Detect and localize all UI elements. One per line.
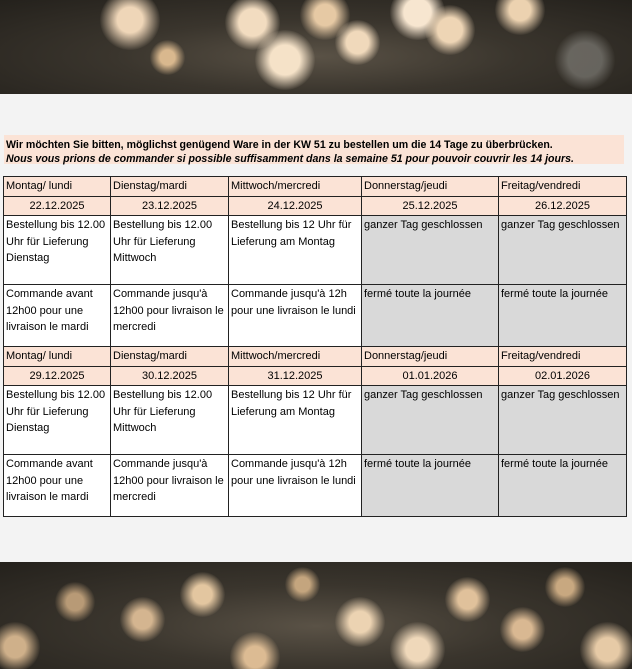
date-cell: 29.12.2025 [4, 366, 111, 386]
notice-german: Wir möchten Sie bitten, möglichst genügend Ware in der KW 51 zu bestellen um die 14 Tage zu überbrücken. [6, 139, 553, 151]
week2-french-row [4, 455, 627, 517]
french-note-cell: Commande jusqu'à 12h pour une livraison le lundi [229, 455, 362, 517]
week2-date-row [4, 366, 627, 386]
closed-cell: ganzer Tag geschlossen [362, 216, 499, 285]
date-cell: 30.12.2025 [111, 366, 229, 386]
french-note-cell: Commande jusqu'à 12h00 pour livraison le mercredi [111, 455, 229, 517]
french-note-cell: Commande jusqu'à 12h pour une livraison le lundi [229, 285, 362, 347]
german-note-cell: Bestellung bis 12 Uhr für Lieferung am Montag [229, 386, 362, 455]
date-cell: 25.12.2025 [362, 196, 499, 216]
week1-french-row [4, 285, 627, 347]
date-cell: 23.12.2025 [111, 196, 229, 216]
day-cell: Montag/ lundi [4, 347, 111, 367]
date-cell: 02.01.2026 [499, 366, 627, 386]
day-cell: Donnerstag/jeudi [362, 347, 499, 367]
closed-cell: fermé toute la journée [362, 285, 499, 347]
day-cell: Dienstag/mardi [111, 347, 229, 367]
closed-cell: fermé toute la journée [499, 285, 627, 347]
date-cell: 31.12.2025 [229, 366, 362, 386]
week1-day-row [4, 177, 627, 197]
french-note-cell: Commande avant 12h00 pour une livraison le mardi [4, 455, 111, 517]
day-cell: Donnerstag/jeudi [362, 177, 499, 197]
bokeh-background-bottom [0, 562, 632, 669]
week1-date-row [4, 196, 627, 216]
german-note-cell: Bestellung bis 12.00 Uhr für Lieferung Dienstag [4, 216, 111, 285]
week2-day-row [4, 347, 627, 367]
week1-german-row [4, 216, 627, 285]
closed-cell: fermé toute la journée [499, 455, 627, 517]
notice-french: Nous vous prions de commander si possible suffisamment dans la semaine 51 pour pouvoir couvrir les 14 jours. [6, 153, 574, 165]
date-cell: 26.12.2025 [499, 196, 627, 216]
day-cell: Montag/ lundi [4, 177, 111, 197]
bokeh-background-top [0, 0, 632, 94]
french-note-cell: Commande avant 12h00 pour une livraison le mardi [4, 285, 111, 347]
date-cell: 24.12.2025 [229, 196, 362, 216]
date-cell: 01.01.2026 [362, 366, 499, 386]
date-cell: 22.12.2025 [4, 196, 111, 216]
day-cell: Freitag/vendredi [499, 347, 627, 367]
closed-cell: ganzer Tag geschlossen [499, 386, 627, 455]
day-cell: Freitag/vendredi [499, 177, 627, 197]
german-note-cell: Bestellung bis 12 Uhr für Lieferung am Montag [229, 216, 362, 285]
day-cell: Mittwoch/mercredi [229, 347, 362, 367]
french-note-cell: Commande jusqu'à 12h00 pour livraison le mercredi [111, 285, 229, 347]
day-cell: Mittwoch/mercredi [229, 177, 362, 197]
week2-german-row [4, 386, 627, 455]
day-cell: Dienstag/mardi [111, 177, 229, 197]
german-note-cell: Bestellung bis 12.00 Uhr für Lieferung Dienstag [4, 386, 111, 455]
order-notice [4, 135, 624, 164]
german-note-cell: Bestellung bis 12.00 Uhr für Lieferung Mittwoch [111, 386, 229, 455]
delivery-schedule-table [3, 176, 627, 517]
german-note-cell: Bestellung bis 12.00 Uhr für Lieferung Mittwoch [111, 216, 229, 285]
closed-cell: fermé toute la journée [362, 455, 499, 517]
schedule-sheet [0, 94, 632, 562]
closed-cell: ganzer Tag geschlossen [362, 386, 499, 455]
closed-cell: ganzer Tag geschlossen [499, 216, 627, 285]
